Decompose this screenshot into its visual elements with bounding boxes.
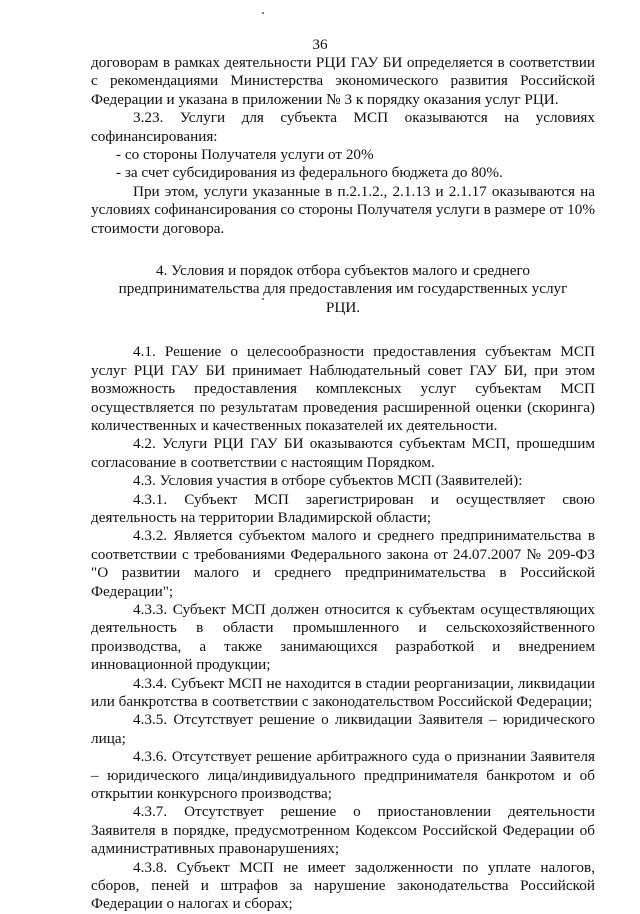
paragraph-4-2: 4.2. Услуги РЦИ ГАУ БИ оказываются субъектам МСП, прошедшим согласование в соответствии с настоящим Порядком. — [91, 435, 595, 471]
section-heading-line-3: РЦИ. — [325, 298, 361, 316]
paragraph-4-3-3: 4.3.3. Субъект МСП должен относится к субъектам осуществляющих деятельность в области промышленного и сельскохозяйственного производства, а также занимающихся разработкой и внедрением инновационной продукции; — [91, 600, 595, 674]
section-heading-line-2: предпринимательства для предоставления им государственных услуг — [118, 280, 568, 298]
paragraph-4-3-4: 4.3.4. Субъект МСП не находится в стадии реорганизации, ликвидации или банкротства в соответствии с законодательством Российской Федерации; — [91, 674, 595, 710]
paragraph-cofinancing-note: При этом, услуги указанные в п.2.1.2., 2.1.13 и 2.1.17 оказываются на условиях софинансирования со стороны Получателя услуги в размере от 10% стоимости договора. — [91, 182, 595, 237]
paragraph-4-3-8: 4.3.8. Субъект МСП не имеет задолженности по уплате налогов, сборов, пеней и штрафов за нарушение законодательства Российской Федерации о налогах и сборах; — [91, 858, 595, 913]
page-number: 36 — [312, 36, 328, 53]
paragraph-4-1: 4.1. Решение о целесообразности предоставления субъектам МСП услуг РЦИ ГАУ БИ принимает Наблюдательный совет ГАУ БИ, при этом возможность предоставления комплексных услуг субъектам МСП осуществляется по результатам проведения расширенной оценки (скоринга) количественных и качественных показателей их деятельности. — [91, 343, 595, 434]
paragraph-3-23: 3.23. Услуги для субъекта МСП оказываются на условиях софинансирования: — [91, 109, 595, 145]
paragraph-4-3-7: 4.3.7. Отсутствует решение о приостановлении деятельности Заявителя в порядке, предусмотренном Кодексом Российской Федерации об административных правонарушениях; — [91, 803, 595, 858]
scan-speck — [262, 12, 264, 14]
paragraph-4-3-5: 4.3.5. Отсутствует решение о ликвидации Заявителя – юридического лица; — [91, 711, 595, 747]
paragraph-4-3-2: 4.3.2. Является субъектом малого и среднего предпринимательства в соответствии с требованиями Федерального закона от 24.07.2007 № 209-ФЗ "О развитии малого и среднего предпринимательства в Российской Федерации"; — [91, 527, 595, 600]
section-heading-line-1: 4. Условия и порядок отбора субъектов малого и среднего — [155, 262, 530, 280]
paragraph-continuation: договорам в рамках деятельности РЦИ ГАУ БИ определяется в соответствии с рекомендациями Министерства экономического развития Российской Федерации и указана в приложении № 3 к порядку оказания услуг РЦИ. — [91, 54, 595, 108]
bullet-recipient-share: - со стороны Получателя услуги от 20% — [116, 146, 374, 164]
paragraph-4-3: 4.3. Условия участия в отборе субъектов МСП (Заявителей): — [133, 472, 523, 490]
section-heading — [91, 262, 595, 317]
document-body — [91, 54, 595, 914]
scan-speck — [262, 298, 264, 300]
paragraph-4-3-6: 4.3.6. Отсутствует решение арбитражного суда о признании Заявителя – юридического лица/индивидуального предпринимателя банкротом и об открытии конкурсного производства; — [91, 748, 595, 803]
bullet-federal-subsidy: - за счет субсидирования из федерального бюджета до 80%. — [116, 164, 503, 182]
paragraph-4-3-1: 4.3.1. Субъект МСП зарегистрирован и осуществляет свою деятельность на территории Владимирской области; — [91, 490, 595, 526]
